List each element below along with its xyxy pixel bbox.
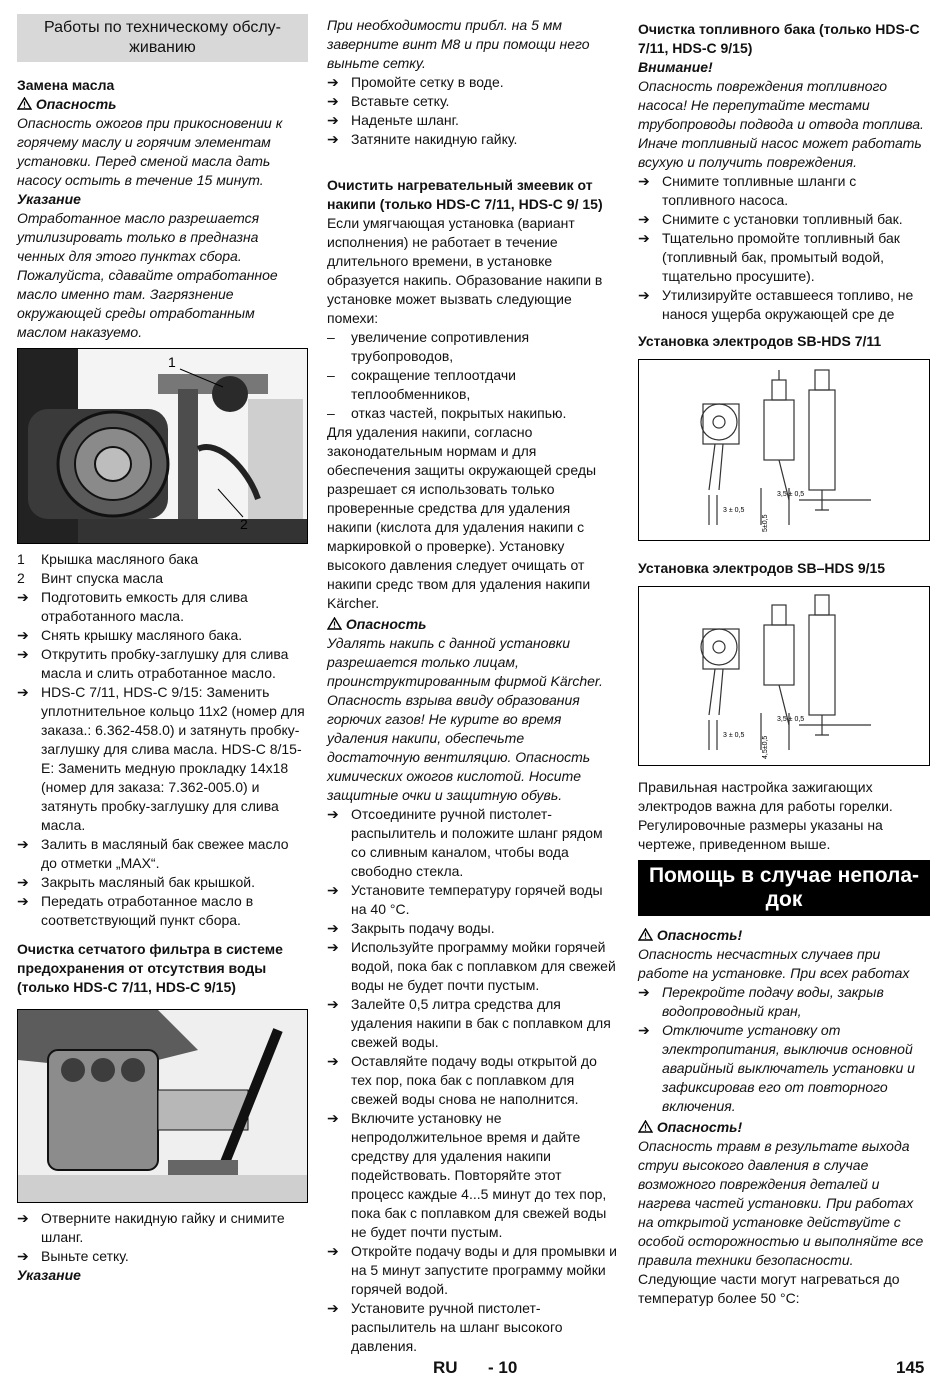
electrodes-title-2: Установка электродов SB–HDS 9/15 — [638, 560, 886, 576]
filter-figure — [17, 1009, 308, 1203]
right-arrow-icon: ➔ — [327, 74, 339, 90]
right-arrow-icon: ➔ — [327, 939, 339, 955]
warning-triangle-icon — [638, 928, 653, 941]
figure-label-1: 1 — [168, 354, 176, 370]
right-arrow-icon: ➔ — [638, 984, 650, 1000]
danger-label — [327, 615, 618, 634]
list-item: ➔ Отключите установку от электропитания, выключив основной аварийный выключатель установки и зафиксировав его от повторного включения. — [638, 1022, 915, 1114]
right-arrow-icon: ➔ — [327, 1053, 339, 1069]
list-item: ➔ Утилизируйте оставшееся топливо, не нанося ущерба окружающей сре де — [638, 287, 914, 322]
warning-triangle-icon — [327, 617, 342, 630]
list-item: ➔ Снимите с установки топливный бак. — [638, 211, 903, 227]
final-text: Следующие части могут нагреваться до температур более 50 °C: — [638, 1271, 900, 1306]
attention-label: Внимание! — [638, 59, 713, 75]
right-arrow-icon: ➔ — [327, 1110, 339, 1126]
right-arrow-icon: ➔ — [327, 882, 339, 898]
list-item: ➔ Закрыть подачу воды. — [327, 920, 495, 936]
list-item: ➔ Промойте сетку в воде. — [327, 74, 504, 90]
list-item: – отказ частей, покрытых накипью. — [327, 405, 567, 421]
list-item: ➔ Тщательно промойте топливный бак (топливный бак, промытый водой, тщательно просушите). — [638, 230, 900, 284]
list-item: ➔ Вставьте сетку. — [327, 93, 450, 109]
dim-label: 3,5 ± 0,5 — [777, 716, 805, 723]
danger-steps — [638, 983, 930, 1116]
tank-steps — [638, 172, 930, 324]
dim-label: 3 ± 0,5 — [723, 732, 745, 739]
engine-illustration — [18, 349, 307, 543]
pump-illustration — [18, 1010, 307, 1202]
danger-label-text: Опасность! — [656, 927, 743, 943]
list-item: ➔ Используйте программу мойки горячей водой, пока бак с поплавком для свежей воды не будет почти пустым. — [327, 939, 616, 993]
danger-text: Опасность ожогов при прикосновении к горячему маслу и горячим элементам установки. Перед сменой масла дать насосу остыть в течение 15 минут. — [17, 115, 283, 188]
list-item: ➔ Откройте подачу воды и для промывки и на 5 минут запустите программу мойки горячей водой. — [327, 1243, 617, 1297]
column-3 — [638, 20, 930, 1308]
right-arrow-icon: ➔ — [638, 211, 650, 227]
coil-dash-list — [327, 328, 618, 423]
list-item: ➔ Отсоедините ручной пистолет-распылитель и положите шланг рядом со сливным каналом, чтобы вода свободно стекла. — [327, 806, 603, 879]
legend-item: 2 Винт спуска масла — [17, 570, 164, 586]
section-header-maintenance: Работы по техническому обслу-живанию — [17, 14, 308, 62]
warning-triangle-icon — [638, 1120, 653, 1133]
dim-label: 3 ± 0,5 — [723, 507, 745, 514]
list-item: ➔ Включите установку не непродолжительное время и дайте средству для удаления накипи подействовать. Повторяйте этот процесс каждые 4...5 минут до тех пор, пока бак с поплавком для свежей воды не будет почти пустым. — [327, 1110, 607, 1240]
right-arrow-icon: ➔ — [17, 684, 29, 700]
descale-steps — [327, 805, 618, 1356]
tank-title: Очистка топливного бака (только HDS-C 7/11, HDS-C 9/15) — [638, 21, 920, 56]
electrodes-figure-1 — [638, 359, 930, 541]
intro-text: При необходимости прибл. на 5 мм заверните винт M8 и при помощи него выньте сетку. — [327, 17, 590, 71]
list-item: – сокращение теплоотдачи теплообменников, — [327, 367, 516, 402]
dim-label: 3,5 ± 0,5 — [777, 491, 805, 498]
danger-label — [638, 926, 930, 945]
danger-label-text: Опасность — [35, 96, 117, 112]
danger-label — [638, 1118, 930, 1137]
right-arrow-icon: ➔ — [327, 1300, 339, 1316]
coil-text: Если умягчающая установка (вариант исполнения) не работает в течение длительного времени, в установке образуется накипь. Образование накипи в установке может вызвать следующие помехи: — [327, 215, 603, 326]
right-arrow-icon: ➔ — [638, 1022, 650, 1038]
electrodes-figure-2 — [638, 586, 930, 766]
legend-item: 1 Крышка масляного бака — [17, 551, 199, 567]
coil-title: Очистить нагревательный змеевик от накипи (только HDS-C 7/11, HDS-C 9/ 15) — [327, 177, 603, 212]
screen-steps — [327, 73, 618, 149]
list-item: ➔ Подготовить емкость для слива отработанного масла. — [17, 589, 248, 624]
column-2 — [327, 16, 618, 1356]
filter-title: Очистка сетчатого фильтра в системе предохранения от отсутствия воды (только HDS-C 7/11, HDS-C 9/15) — [17, 941, 283, 995]
list-item: ➔ Выньте сетку. — [17, 1248, 129, 1264]
right-arrow-icon: ➔ — [17, 874, 29, 890]
right-arrow-icon: ➔ — [327, 93, 339, 109]
oil-tank-figure — [17, 348, 308, 544]
filter-steps — [17, 1209, 308, 1266]
section-header-troubleshooting: Помощь в случае непола-док — [638, 860, 930, 916]
warning-triangle-icon — [17, 97, 32, 110]
legend-list — [17, 550, 308, 588]
danger-text: Удалять накипь с данной установки разрешается только лицам, проинструктированным фирмой Kärcher. Опасность взрыва ввиду образования горючих газов! Не курите во время удаления накипи, обеспечьте достаточную вентиляцию. Опасность химических ожогов кислотой. Носите защитные очки и защитную обувь. — [327, 635, 603, 803]
danger-label-text: Опасность — [345, 616, 427, 632]
list-item: ➔ Перекройте подачу воды, закрыв водопроводный кран, — [638, 984, 884, 1019]
list-item: ➔ Наденьте шланг. — [327, 112, 459, 128]
right-arrow-icon: ➔ — [17, 1248, 29, 1264]
list-item: ➔ Установите ручной пистолет-распылитель на шланг высокого давления. — [327, 1300, 563, 1354]
right-arrow-icon: ➔ — [327, 112, 339, 128]
dim-label: 4,5±0,5 — [762, 735, 769, 759]
right-arrow-icon: ➔ — [327, 806, 339, 822]
right-arrow-icon: ➔ — [638, 230, 650, 246]
list-item: ➔ Передать отработанное масло в соответствующий пункт сбора. — [17, 893, 254, 928]
list-item: ➔ Отверните накидную гайку и снимите шланг. — [17, 1210, 285, 1245]
danger-label-text: Опасность! — [656, 1119, 743, 1135]
coil-text-2: Для удаления накипи, согласно законодательным нормам и для обеспечения защиты окружающей среды разрешает ся использовать только проверенные средства для удаления накипи (кислота для удаления накипи с маркировкой о проверке). Установку высокого давления следует очищать от накипи средс твом для удаления накипи Kärcher. — [327, 424, 597, 611]
danger-text: Опасность травм в результате выхода струи высокого давления в случае возможного повреждения деталей и нагрева частей установки. При работах на открытой установке действуйте с особой осторожностью и выполняйте все правила техники безопасности. — [638, 1138, 924, 1268]
electrodes-title-1: Установка электродов SB-HDS 7/11 — [638, 333, 882, 349]
right-arrow-icon: ➔ — [327, 996, 339, 1012]
attention-text: Опасность повреждения топливного насоса! Не перепутайте местами трубопроводы подвода и отвода топлива. Иначе топливный насос может работать всухую и получить повреждения. — [638, 78, 924, 170]
right-arrow-icon: ➔ — [17, 627, 29, 643]
right-arrow-icon: ➔ — [327, 131, 339, 147]
right-arrow-icon: ➔ — [17, 1210, 29, 1226]
right-arrow-icon: ➔ — [327, 1243, 339, 1259]
right-arrow-icon: ➔ — [17, 646, 29, 662]
footer-page-number: 145 — [896, 1358, 925, 1377]
figure-label-2: 2 — [240, 516, 248, 532]
note-text: Отработанное масло разрешается утилизировать только в предназна ченных для этого пунктах сбора. Пожалуйста, сдавайте отработанное масло именно там. Загрязнение окружающей среды отработанным маслом наказуемо. — [17, 210, 278, 340]
electrodes-text: Правильная настройка зажигающих электродов важна для работы горелки. Регулировочные размеры указаны на чертеже, приведенном выше. — [638, 779, 893, 852]
list-item: ➔ Установите температуру горячей воды на 40 °C. — [327, 882, 603, 917]
list-item: ➔ HDS-C 7/11, HDS-C 9/15: Заменить уплотнительное кольцо 11x2 (номер для заказа.: 6.362-458.0) и затянуть пробку-заглушку для слива масла. HDS-C 8/15-E: Заменить медную прокладку 14x18 (номер для заказа: 7.362-005.0) и затянуть пробку-заглушку для слива масла. — [17, 684, 305, 833]
list-item: ➔ Закрыть масляный бак крышкой. — [17, 874, 255, 890]
danger-text: Опасность несчастных случаев при работе на установке. При всех работах — [638, 946, 910, 981]
right-arrow-icon: ➔ — [327, 920, 339, 936]
list-item: ➔ Залить в масляный бак свежее масло до отметки „MAX“. — [17, 836, 289, 871]
oil-change-title: Замена масла — [17, 77, 115, 93]
danger-label — [17, 95, 308, 114]
footer-local-page: - 10 — [488, 1358, 518, 1377]
list-item: ➔ Затяните накидную гайку. — [327, 131, 518, 147]
note-label-2: Указание — [17, 1267, 81, 1283]
list-item: ➔ Снять крышку масляного бака. — [17, 627, 243, 643]
list-item: ➔ Открутить пробку-заглушку для слива масла и слить отработанное масло. — [17, 646, 289, 681]
right-arrow-icon: ➔ — [638, 173, 650, 189]
right-arrow-icon: ➔ — [17, 836, 29, 852]
list-item: ➔ Залейте 0,5 литра средства для удаления накипи в бак с поплавком для свежей воды. — [327, 996, 611, 1050]
electrode-drawing-2 — [639, 587, 929, 765]
list-item: ➔ Снимите топливные шланги с топливного насоса. — [638, 173, 857, 208]
dim-label: 5±0,5 — [762, 514, 769, 532]
right-arrow-icon: ➔ — [17, 893, 29, 909]
electrode-drawing-1 — [639, 360, 929, 540]
right-arrow-icon: ➔ — [17, 589, 29, 605]
footer-language: RU — [433, 1358, 458, 1377]
list-item: ➔ Оставляйте подачу воды открытой до тех пор, пока бак с поплавком для свежей воды снова не наполнится. — [327, 1053, 597, 1107]
right-arrow-icon: ➔ — [638, 287, 650, 303]
oil-steps — [17, 588, 308, 930]
note-label: Указание — [17, 191, 81, 207]
list-item: – увеличение сопротивления трубопроводов, — [327, 329, 530, 364]
column-1 — [17, 14, 308, 1285]
